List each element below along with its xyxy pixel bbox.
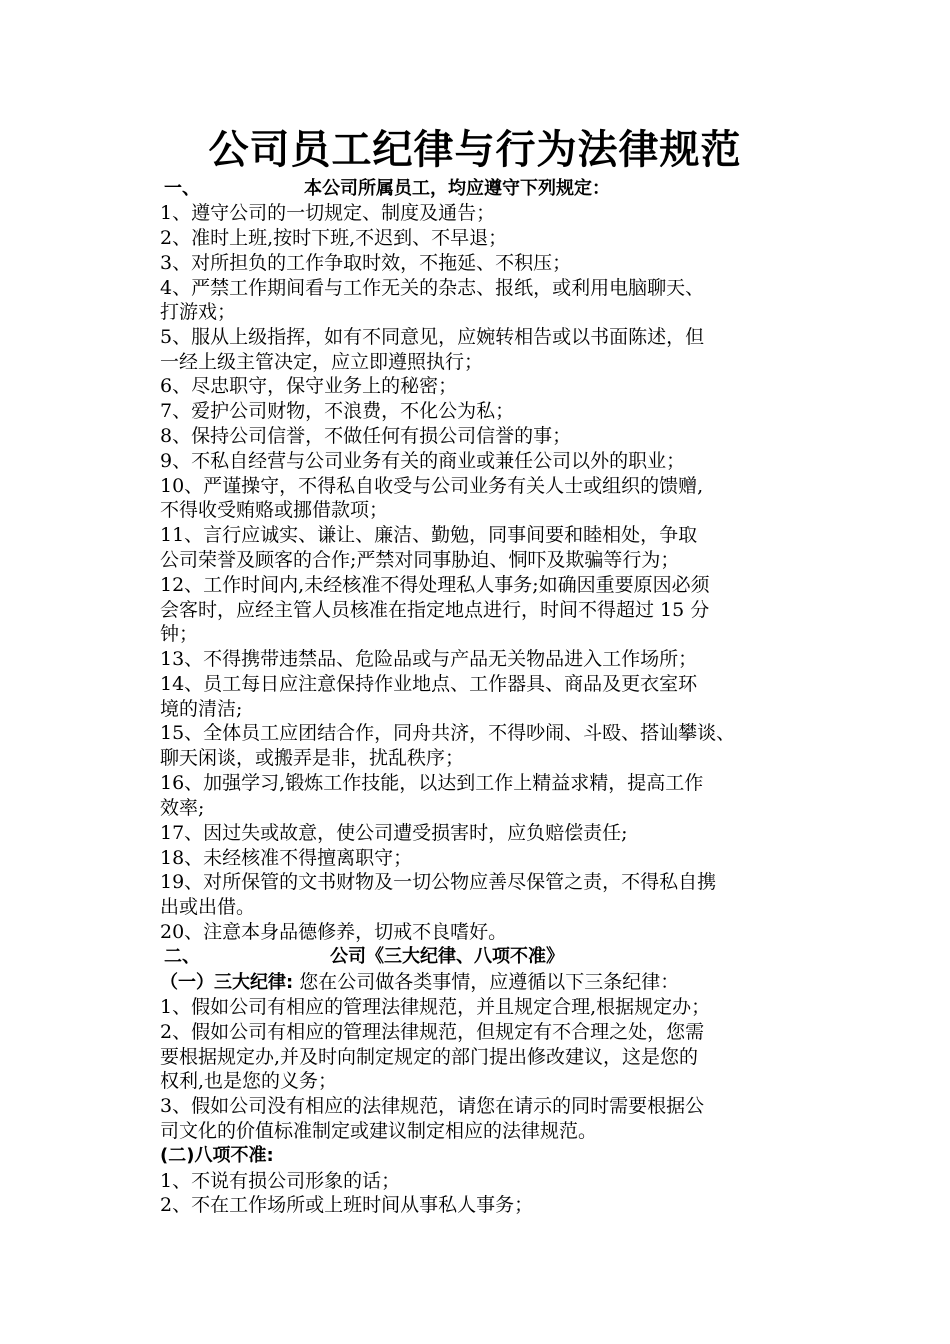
section-2-title: 公司《三大纪律、八项不准》 xyxy=(330,946,564,967)
text-line: 14、员工每日应注意保持作业地点、工作器具、商品及更衣室环 xyxy=(160,673,698,695)
section-1-heading xyxy=(160,177,840,201)
page-title: 公司员工纪律与行为法律规范 xyxy=(208,127,742,173)
subsection-1-intro: 您在公司做各类事情，应遵循以下三条纪律： xyxy=(293,971,680,993)
text-line: 司文化的价值标准制定或建议制定相应的法律规范。 xyxy=(160,1120,598,1142)
text-line: 2、准时上班,按时下班,不迟到、不早退； xyxy=(160,227,508,249)
text-line: 5、服从上级指挥，如有不同意见，应婉转相告或以书面陈述，但 xyxy=(160,326,705,348)
text-line: 19、对所保管的文书财物及一切公物应善尽保管之责，不得私自携 xyxy=(160,871,717,893)
text-line: 3、假如公司没有相应的法律规范，请您在请示的同时需要根据公 xyxy=(160,1095,705,1117)
text-line: 6、尽忠职守，保守业务上的秘密； xyxy=(160,375,458,397)
section-2-number: 二、 xyxy=(164,946,200,967)
section-1-title: 本公司所属员工，均应遵守下列规定： xyxy=(304,178,610,199)
text-line: 17、因过失或故意，使公司遭受损害时，应负赔偿责任; xyxy=(160,822,628,844)
text-line: 9、不私自经营与公司业务有关的商业或兼任公司以外的职业； xyxy=(160,450,686,472)
text-line: 1、不说有损公司形象的话； xyxy=(160,1170,401,1192)
section-1-number: 一、 xyxy=(164,178,200,199)
text-line: 不得收受贿赂或挪借款项； xyxy=(160,499,389,521)
text-line: 3、对所担负的工作争取时效，不拖延、不积压； xyxy=(160,252,572,274)
text-line: 效率; xyxy=(160,797,205,819)
text-line: 1、遵守公司的一切规定、制度及通告； xyxy=(160,202,496,224)
text-line: 打游戏； xyxy=(160,301,237,323)
text-line: 2、不在工作场所或上班时间从事私人事务； xyxy=(160,1194,534,1216)
text-line: 会客时，应经主管人员核准在指定地点进行，时间不得超过 15 分 xyxy=(160,599,710,621)
text-line: 钟； xyxy=(160,623,199,645)
text-line: 要根据规定办,并及时向制定规定的部门提出修改建议，这是您的 xyxy=(160,1046,699,1068)
text-line: 10、严谨操守，不得私自收受与公司业务有关人士或组织的馈赠, xyxy=(160,475,704,497)
text-line: 境的清洁; xyxy=(160,698,243,720)
text-line: 公司荣誉及顾客的合作;严禁对同事胁迫、恫吓及欺骗等行为； xyxy=(160,549,680,571)
text-line: 16、加强学习,锻炼工作技能，以达到工作上精益求精，提高工作 xyxy=(160,772,704,794)
text-line: 13、不得携带违禁品、危险品或与产品无关物品进入工作场所； xyxy=(160,648,698,670)
subsection-1-heading xyxy=(160,970,840,995)
text-line: 15、全体员工应团结合作，同舟共济，不得吵闹、斗殴、搭讪攀谈、 xyxy=(160,722,736,744)
text-line: 出或出借。 xyxy=(160,896,256,918)
text-line: 12、工作时间内,未经核准不得处理私人事务;如确因重要原因必须 xyxy=(160,574,710,596)
text-line: 权利,也是您的义务； xyxy=(160,1070,338,1092)
text-line: 8、保持公司信誉，不做任何有损公司信誉的事； xyxy=(160,425,572,447)
text-line: 2、假如公司有相应的管理法律规范，但规定有不合理之处，您需 xyxy=(160,1021,705,1043)
text-line: 4、严禁工作期间看与工作无关的杂志、报纸，或利用电脑聊天、 xyxy=(160,277,705,299)
section-2-heading xyxy=(160,945,840,969)
subsection-1-label: （一）三大纪律: xyxy=(160,972,294,993)
text-line: 聊天闲谈，或搬弄是非，扰乱秩序； xyxy=(160,747,465,769)
text-line: 1、假如公司有相应的管理法律规范，并且规定合理,根据规定办； xyxy=(160,996,711,1018)
text-line: 一经上级主管决定，应立即遵照执行； xyxy=(160,351,484,373)
text-line: 18、未经核准不得擅离职守； xyxy=(160,847,413,869)
text-line: 11、言行应诚实、谦让、廉洁、勤勉，同事间要和睦相处，争取 xyxy=(160,524,698,546)
text-line: 20、注意本身品德修养，切戒不良嗜好。 xyxy=(160,921,508,943)
text-line: 7、爱护公司财物，不浪费，不化公为私； xyxy=(160,400,515,422)
subsection-2-heading: (二)八项不准: xyxy=(160,1145,274,1166)
